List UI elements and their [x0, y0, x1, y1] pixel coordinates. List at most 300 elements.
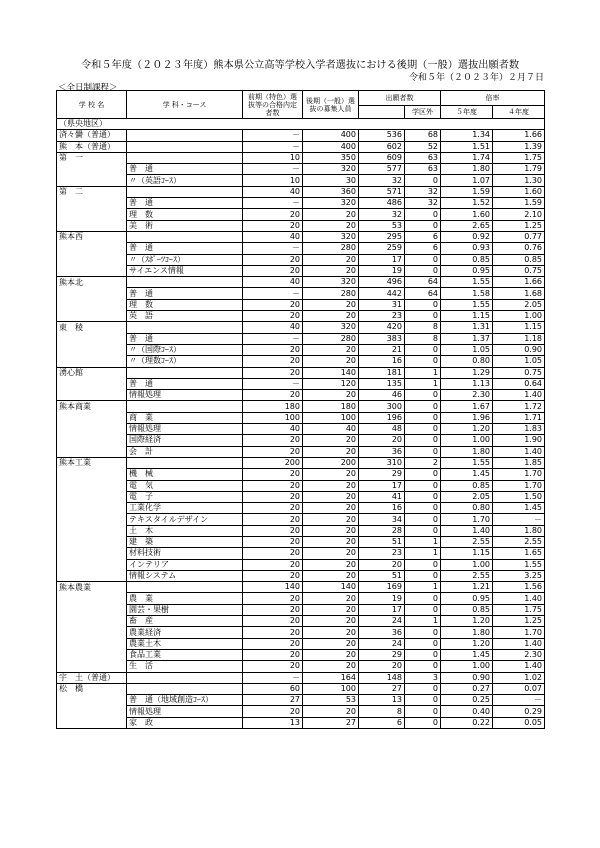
school-cell: 松 橋 [57, 683, 127, 694]
ratio-r4-cell: 1.02 [493, 672, 545, 683]
kouki-cell: 20 [303, 254, 359, 265]
zenki-cell: 20 [243, 604, 303, 615]
ratio-r5-cell: 0.85 [441, 480, 493, 491]
out-of-district-cell: 0 [405, 638, 441, 649]
school-cell [57, 661, 127, 672]
col-course: 学 科・コース [127, 91, 243, 119]
table-row [57, 649, 545, 660]
school-cell [57, 311, 127, 322]
ratio-r5-cell: 1.55 [441, 299, 493, 310]
ratio-r4-cell: 0.29 [493, 706, 545, 717]
kouki-cell: 280 [303, 288, 359, 299]
applicants-cell: 36 [359, 627, 405, 638]
out-of-district-cell: 0 [405, 706, 441, 717]
zenki-cell: 20 [243, 390, 303, 401]
school-cell [57, 503, 127, 514]
zenki-cell: 180 [243, 401, 303, 412]
table-row [57, 390, 545, 401]
course-cell: 家 政 [127, 717, 243, 728]
ratio-r4-cell: 1.72 [493, 401, 545, 412]
ratio-r5-cell: 1.59 [441, 186, 493, 197]
applicants-cell: 442 [359, 288, 405, 299]
out-of-district-cell: 8 [405, 322, 441, 333]
school-cell: 東 稜 [57, 322, 127, 333]
ratio-r5-cell: 0.92 [441, 231, 493, 242]
kouki-cell: 30 [303, 175, 359, 186]
zenki-cell: 20 [243, 446, 303, 457]
out-of-district-cell: 0 [405, 627, 441, 638]
ratio-r5-cell: 1.80 [441, 446, 493, 457]
zenki-cell: 60 [243, 683, 303, 694]
applicants-cell: 496 [359, 277, 405, 288]
ratio-r5-cell: 0.27 [441, 683, 493, 694]
table-row [57, 299, 545, 310]
table-row [57, 706, 545, 717]
ratio-r5-cell: 0.95 [441, 593, 493, 604]
ratio-r5-cell: 1.00 [441, 661, 493, 672]
ratio-r4-cell: 1.40 [493, 446, 545, 457]
table-row [57, 683, 545, 694]
course-cell: 普 通 [127, 288, 243, 299]
zenki-cell: － [243, 198, 303, 209]
course-cell: 農業経済 [127, 627, 243, 638]
school-cell [57, 480, 127, 491]
course-cell: 建 築 [127, 536, 243, 547]
course-cell: 商 業 [127, 412, 243, 423]
applicants-cell: 46 [359, 390, 405, 401]
zenki-cell: 20 [243, 220, 303, 231]
kouki-cell: 280 [303, 333, 359, 344]
kouki-cell: 140 [303, 367, 359, 378]
kouki-cell: 20 [303, 503, 359, 514]
out-of-district-cell: 0 [405, 514, 441, 525]
ratio-r4-cell: 1.80 [493, 525, 545, 536]
out-of-district-cell: 0 [405, 435, 441, 446]
ratio-r4-cell: 2.10 [493, 209, 545, 220]
zenki-cell: 20 [243, 559, 303, 570]
applicants-cell: 181 [359, 367, 405, 378]
ratio-r5-cell: 1.00 [441, 435, 493, 446]
ratio-r5-cell: 2.05 [441, 491, 493, 502]
course-cell: 情報処理 [127, 390, 243, 401]
out-of-district-cell: 0 [405, 254, 441, 265]
zenki-cell: 40 [243, 322, 303, 333]
kouki-cell: 20 [303, 604, 359, 615]
ratio-r4-cell: 1.25 [493, 220, 545, 231]
course-cell: 畜 産 [127, 616, 243, 627]
out-of-district-cell: 1 [405, 367, 441, 378]
table-row [57, 695, 545, 706]
ratio-r4-cell: 1.66 [493, 130, 545, 141]
ratio-r4-cell: 1.66 [493, 277, 545, 288]
applicants-cell: 29 [359, 649, 405, 660]
col-school: 学 校 名 [57, 91, 127, 119]
ratio-r5-cell: 0.93 [441, 243, 493, 254]
out-of-district-cell: 0 [405, 559, 441, 570]
kouki-cell: 53 [303, 695, 359, 706]
zenki-cell: 20 [243, 356, 303, 367]
applicants-cell: 536 [359, 130, 405, 141]
school-cell [57, 164, 127, 175]
out-of-district-cell: 52 [405, 141, 441, 152]
school-cell [57, 514, 127, 525]
out-of-district-cell: 0 [405, 503, 441, 514]
course-cell: テキスタイルデザイン [127, 514, 243, 525]
page-title: 令和５年度（２０２３年度）熊本県公立高等学校入学者選抜における後期（一般）選抜出願者数 [80, 60, 520, 71]
applicants-cell: 23 [359, 548, 405, 559]
applicants-cell: 32 [359, 209, 405, 220]
ratio-r4-cell: 0.76 [493, 243, 545, 254]
out-of-district-cell: 0 [405, 683, 441, 694]
applicants-table [56, 90, 545, 729]
ratio-r5-cell: 1.00 [441, 559, 493, 570]
ratio-r4-cell: 3.25 [493, 570, 545, 581]
table-row [57, 593, 545, 604]
zenki-cell: － [243, 333, 303, 344]
ratio-r4-cell: 2.55 [493, 536, 545, 547]
school-cell [57, 378, 127, 389]
ratio-r4-cell: 1.79 [493, 164, 545, 175]
kouki-cell: 20 [303, 514, 359, 525]
zenki-cell: 40 [243, 424, 303, 435]
applicants-cell: 27 [359, 683, 405, 694]
table-row [57, 457, 545, 468]
ratio-r4-cell: 1.05 [493, 356, 545, 367]
applicants-cell: 36 [359, 446, 405, 457]
ratio-r4-cell: 0.05 [493, 717, 545, 728]
out-of-district-cell: 6 [405, 231, 441, 242]
zenki-cell: 20 [243, 706, 303, 717]
kouki-cell: 20 [303, 311, 359, 322]
applicants-cell: 602 [359, 141, 405, 152]
zenki-cell: － [243, 141, 303, 152]
out-of-district-cell: 63 [405, 152, 441, 163]
out-of-district-cell: 1 [405, 582, 441, 593]
ratio-r5-cell: 1.80 [441, 627, 493, 638]
school-cell [57, 220, 127, 231]
school-cell [57, 299, 127, 310]
course-cell: 情報処理 [127, 706, 243, 717]
zenki-cell: 20 [243, 536, 303, 547]
applicants-cell: 34 [359, 514, 405, 525]
zenki-cell: － [243, 243, 303, 254]
ratio-r5-cell: 1.74 [441, 152, 493, 163]
applicants-cell: 295 [359, 231, 405, 242]
ratio-r4-cell: 1.50 [493, 491, 545, 502]
school-cell: 湧心館 [57, 367, 127, 378]
kouki-cell: 20 [303, 525, 359, 536]
ratio-r4-cell: 0.90 [493, 344, 545, 355]
ratio-r4-cell: 1.68 [493, 288, 545, 299]
out-of-district-cell: 0 [405, 717, 441, 728]
applicants-cell: 420 [359, 322, 405, 333]
ratio-r4-cell: 1.18 [493, 333, 545, 344]
zenki-cell: 27 [243, 695, 303, 706]
course-cell [127, 141, 243, 152]
course-cell: 材料技術 [127, 548, 243, 559]
applicants-cell: 148 [359, 672, 405, 683]
table-row [57, 412, 545, 423]
out-of-district-cell: 0 [405, 695, 441, 706]
zenki-cell: 10 [243, 152, 303, 163]
school-cell [57, 424, 127, 435]
course-cell: 生 活 [127, 661, 243, 672]
ratio-r5-cell: 2.30 [441, 390, 493, 401]
out-of-district-cell: 0 [405, 604, 441, 615]
course-cell: 〃（国際ｺｰｽ） [127, 344, 243, 355]
out-of-district-cell: 6 [405, 243, 441, 254]
school-cell: 宇 土（普通） [57, 672, 127, 683]
table-row [57, 446, 545, 457]
kouki-cell: 20 [303, 638, 359, 649]
applicants-cell: 51 [359, 570, 405, 581]
course-cell [127, 186, 243, 197]
table-row [57, 356, 545, 367]
out-of-district-cell: 1 [405, 616, 441, 627]
ratio-r5-cell: 0.25 [441, 695, 493, 706]
course-cell: 普 通 [127, 164, 243, 175]
kouki-cell: 20 [303, 220, 359, 231]
out-of-district-cell: 0 [405, 424, 441, 435]
table-row [57, 322, 545, 333]
ratio-r5-cell: 1.60 [441, 209, 493, 220]
table-row [57, 627, 545, 638]
applicants-cell: 609 [359, 152, 405, 163]
table-row [57, 231, 545, 242]
course-cell: 園芸・果樹 [127, 604, 243, 615]
ratio-r4-cell: 1.90 [493, 435, 545, 446]
kouki-cell: 20 [303, 209, 359, 220]
applicants-cell: 24 [359, 616, 405, 627]
section-label: ＜全日制課程＞ [58, 83, 118, 93]
out-of-district-cell: 0 [405, 299, 441, 310]
date-label: 令和５年（２０２３年）２月７日 [408, 73, 544, 83]
table-row [57, 717, 545, 728]
col-applicants-blank [359, 106, 405, 119]
ratio-r5-cell: 2.55 [441, 570, 493, 581]
course-cell: 英 語 [127, 311, 243, 322]
ratio-r5-cell: 1.20 [441, 616, 493, 627]
applicants-cell: 32 [359, 175, 405, 186]
table-row [57, 525, 545, 536]
zenki-cell: 20 [243, 265, 303, 276]
school-cell [57, 638, 127, 649]
ratio-r4-cell: 1.40 [493, 390, 545, 401]
kouki-cell: 164 [303, 672, 359, 683]
applicants-cell: 20 [359, 559, 405, 570]
out-of-district-cell: 68 [405, 130, 441, 141]
ratio-r5-cell: 1.05 [441, 344, 493, 355]
col-r4: ４年度 [493, 106, 545, 119]
kouki-cell: 120 [303, 378, 359, 389]
table-row [57, 277, 545, 288]
course-cell: 食品工業 [127, 649, 243, 660]
school-cell [57, 390, 127, 401]
course-cell: 機 械 [127, 469, 243, 480]
ratio-r5-cell: 0.80 [441, 356, 493, 367]
ratio-r5-cell: 0.85 [441, 604, 493, 615]
kouki-cell: 320 [303, 277, 359, 288]
table-row [57, 661, 545, 672]
course-cell [127, 582, 243, 593]
ratio-r5-cell: 0.95 [441, 265, 493, 276]
kouki-cell: 400 [303, 130, 359, 141]
zenki-cell: 20 [243, 491, 303, 502]
table-row [57, 209, 545, 220]
ratio-r5-cell: 1.07 [441, 175, 493, 186]
ratio-r4-cell: 1.30 [493, 175, 545, 186]
applicants-cell: 486 [359, 198, 405, 209]
kouki-cell: 20 [303, 480, 359, 491]
kouki-cell: 20 [303, 446, 359, 457]
school-cell [57, 604, 127, 615]
school-cell [57, 491, 127, 502]
school-cell [57, 254, 127, 265]
table-row [57, 311, 545, 322]
table-row [57, 220, 545, 231]
zenki-cell: 20 [243, 435, 303, 446]
table-row [57, 582, 545, 593]
zenki-cell: 13 [243, 717, 303, 728]
ratio-r4-cell: 0.07 [493, 683, 545, 694]
school-cell: 熊本西 [57, 231, 127, 242]
ratio-r5-cell: 0.80 [441, 503, 493, 514]
out-of-district-cell: 1 [405, 548, 441, 559]
ratio-r4-cell: 1.40 [493, 638, 545, 649]
ratio-r4-cell: 0.77 [493, 231, 545, 242]
out-of-district-cell: 0 [405, 344, 441, 355]
ratio-r5-cell: 1.13 [441, 378, 493, 389]
table-row [57, 254, 545, 265]
ratio-r4-cell: 1.83 [493, 424, 545, 435]
course-cell [127, 152, 243, 163]
course-cell: 普 通 [127, 198, 243, 209]
zenki-cell: 20 [243, 661, 303, 672]
ratio-r4-cell: 1.40 [493, 593, 545, 604]
course-cell: 美 術 [127, 220, 243, 231]
ratio-r5-cell: 1.58 [441, 288, 493, 299]
zenki-cell: 20 [243, 480, 303, 491]
applicants-cell: 20 [359, 661, 405, 672]
table-row [57, 469, 545, 480]
ratio-r4-cell: 1.70 [493, 627, 545, 638]
table-row [57, 672, 545, 683]
table-row [57, 152, 545, 163]
applicants-cell: 53 [359, 220, 405, 231]
ratio-r5-cell: 0.40 [441, 706, 493, 717]
out-of-district-cell: 0 [405, 401, 441, 412]
out-of-district-cell: 64 [405, 277, 441, 288]
school-cell: 熊 本（普通） [57, 141, 127, 152]
ratio-r4-cell: 1.75 [493, 604, 545, 615]
school-cell: 熊本工業 [57, 457, 127, 468]
col-applicants: 出願者数 [359, 91, 441, 106]
out-of-district-cell: 0 [405, 209, 441, 220]
course-cell: 〃（英語ｺｰｽ） [127, 175, 243, 186]
out-of-district-cell: 3 [405, 672, 441, 683]
ratio-r5-cell: 1.20 [441, 424, 493, 435]
applicants-cell: 577 [359, 164, 405, 175]
kouki-cell: 20 [303, 356, 359, 367]
ratio-r5-cell: 1.96 [441, 412, 493, 423]
out-of-district-cell: 0 [405, 220, 441, 231]
kouki-cell: 20 [303, 299, 359, 310]
kouki-cell: 180 [303, 401, 359, 412]
zenki-cell: 20 [243, 570, 303, 581]
applicants-cell: 310 [359, 457, 405, 468]
course-cell: 普 通 [127, 243, 243, 254]
applicants-cell: 17 [359, 254, 405, 265]
col-r5: ５年度 [441, 106, 493, 119]
table-row [57, 130, 545, 141]
out-of-district-cell: 8 [405, 333, 441, 344]
zenki-cell: 10 [243, 175, 303, 186]
out-of-district-cell: 2 [405, 457, 441, 468]
ratio-r5-cell: 0.22 [441, 717, 493, 728]
zenki-cell: 20 [243, 593, 303, 604]
course-cell: 会 計 [127, 446, 243, 457]
zenki-cell: 140 [243, 582, 303, 593]
applicants-cell: 13 [359, 695, 405, 706]
school-cell [57, 525, 127, 536]
table-row [57, 198, 545, 209]
zenki-cell: 20 [243, 503, 303, 514]
course-cell [127, 401, 243, 412]
ratio-r4-cell: － [493, 695, 545, 706]
table-row [57, 141, 545, 152]
table-row [57, 514, 545, 525]
ratio-r5-cell: 1.52 [441, 198, 493, 209]
zenki-cell: － [243, 378, 303, 389]
school-cell [57, 198, 127, 209]
region-label: （県央地区） [57, 119, 545, 130]
applicants-cell: 383 [359, 333, 405, 344]
ratio-r5-cell: 1.80 [441, 164, 493, 175]
applicants-cell: 300 [359, 401, 405, 412]
school-cell [57, 593, 127, 604]
zenki-cell: 20 [243, 209, 303, 220]
course-cell: 国際経済 [127, 435, 243, 446]
zenki-cell: 20 [243, 638, 303, 649]
school-cell: 第 一 [57, 152, 127, 163]
course-cell [127, 457, 243, 468]
ratio-r4-cell: 1.65 [493, 548, 545, 559]
applicants-cell: 17 [359, 604, 405, 615]
zenki-cell: － [243, 288, 303, 299]
applicants-cell: 571 [359, 186, 405, 197]
ratio-r4-cell: 1.60 [493, 186, 545, 197]
applicants-cell: 16 [359, 356, 405, 367]
applicants-cell: 19 [359, 593, 405, 604]
out-of-district-cell: 0 [405, 390, 441, 401]
table-row [57, 638, 545, 649]
course-cell: インテリア [127, 559, 243, 570]
school-cell: 熊本北 [57, 277, 127, 288]
ratio-r4-cell: 0.75 [493, 367, 545, 378]
ratio-r5-cell: 1.21 [441, 582, 493, 593]
applicants-cell: 16 [359, 503, 405, 514]
applicants-cell: 29 [359, 469, 405, 480]
ratio-r5-cell: 2.65 [441, 220, 493, 231]
course-cell: 情報システム [127, 570, 243, 581]
table-row [57, 424, 545, 435]
ratio-r5-cell: 0.85 [441, 254, 493, 265]
kouki-cell: 20 [303, 548, 359, 559]
ratio-r5-cell: 1.67 [441, 401, 493, 412]
course-cell: 工業化学 [127, 503, 243, 514]
zenki-cell: 20 [243, 525, 303, 536]
zenki-cell: 20 [243, 299, 303, 310]
